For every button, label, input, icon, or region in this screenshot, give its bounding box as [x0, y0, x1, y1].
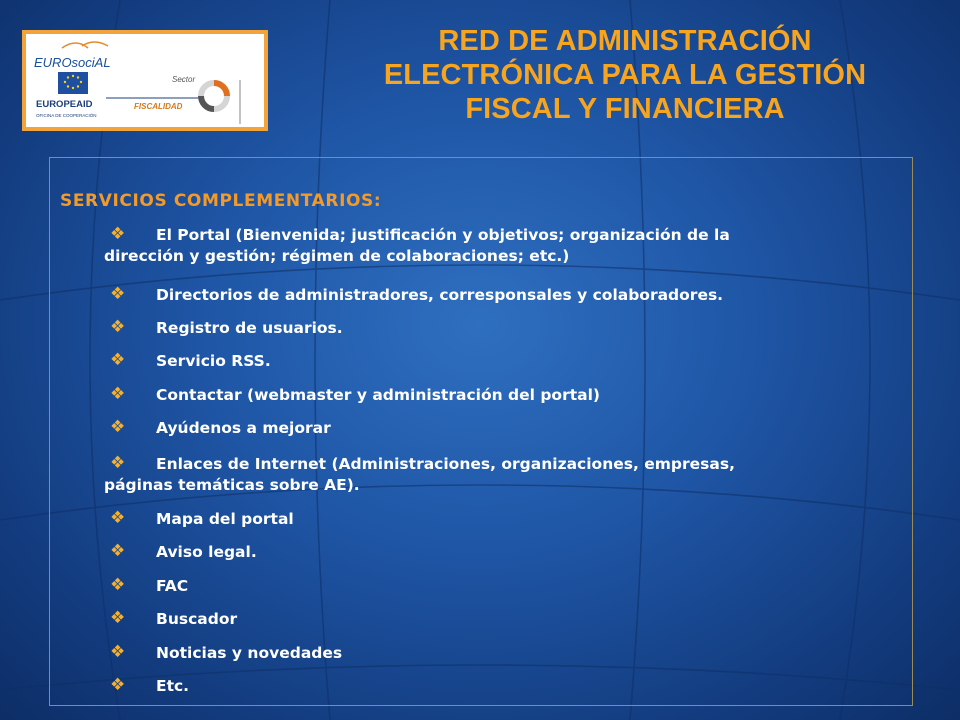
item-text: Registro de usuarios. [156, 319, 343, 337]
diamond-bullet-icon: ❖ [110, 608, 126, 628]
list-item [106, 385, 876, 406]
list-item [106, 542, 876, 563]
diamond-bullet-icon: ❖ [110, 575, 126, 595]
list-item [106, 643, 876, 664]
diamond-bullet-icon: ❖ [110, 508, 126, 528]
section-heading: SERVICIOS COMPLEMENTARIOS: [60, 191, 382, 211]
list-item [106, 285, 876, 306]
item-text: Buscador [156, 610, 238, 628]
list-item [106, 418, 876, 439]
diamond-bullet-icon: ❖ [110, 384, 126, 404]
list-item [106, 318, 876, 339]
item-text: Enlaces de Internet (Administraciones, organizaciones, empresas, [156, 455, 735, 473]
list-item [106, 576, 876, 597]
diamond-bullet-icon: ❖ [110, 350, 126, 370]
list-item [106, 454, 876, 496]
logo-brand-text: EUROsociAL [34, 55, 111, 70]
item-text: Etc. [156, 677, 190, 695]
item-text: Noticias y novedades [156, 644, 343, 662]
logo-fiscalidad-text: FISCALIDAD [134, 102, 183, 111]
diamond-bullet-icon: ❖ [110, 224, 126, 244]
list-item [106, 676, 876, 697]
diamond-bullet-icon: ❖ [110, 675, 126, 695]
item-text: El Portal (Bienvenida; justificación y objetivos; organización de la [156, 226, 730, 244]
title-line: ELECTRÓNICA PARA LA GESTIÓN [383, 59, 867, 91]
diamond-bullet-icon: ❖ [110, 317, 126, 337]
eurosocial-logo-graphic [26, 34, 264, 127]
item-text: Mapa del portal [156, 510, 294, 528]
item-text: Directorios de administradores, corresponsales y colaboradores. [156, 286, 724, 304]
eurosocial-logo [22, 30, 268, 131]
list-item [106, 609, 876, 630]
item-text-continued: dirección y gestión; régimen de colaboraciones; etc.) [104, 247, 570, 265]
title-line: FISCAL Y FINANCIERA [465, 93, 785, 125]
item-text: Aviso legal. [156, 543, 257, 561]
item-text: Ayúdenos a mejorar [156, 419, 331, 437]
list-item [106, 225, 876, 267]
item-text: Servicio RSS. [156, 352, 271, 370]
logo-oficina-text: OFICINA DE COOPERACIÓN [36, 113, 97, 118]
diamond-bullet-icon: ❖ [110, 541, 126, 561]
logo-sector-text: Sector [172, 75, 196, 84]
item-text-continued: páginas temáticas sobre AE). [104, 476, 360, 494]
list-item [106, 509, 876, 530]
diamond-bullet-icon: ❖ [110, 453, 126, 473]
item-text: Contactar (webmaster y administración del portal) [156, 386, 600, 404]
diamond-bullet-icon: ❖ [110, 417, 126, 437]
diamond-bullet-icon: ❖ [110, 642, 126, 662]
list-item [106, 351, 876, 372]
diamond-bullet-icon: ❖ [110, 284, 126, 304]
title-line: RED DE ADMINISTRACIÓN [438, 25, 812, 57]
logo-europeaid-text: EUROPEAID [36, 99, 93, 110]
page-title [300, 24, 950, 126]
item-text: FAC [156, 577, 189, 595]
